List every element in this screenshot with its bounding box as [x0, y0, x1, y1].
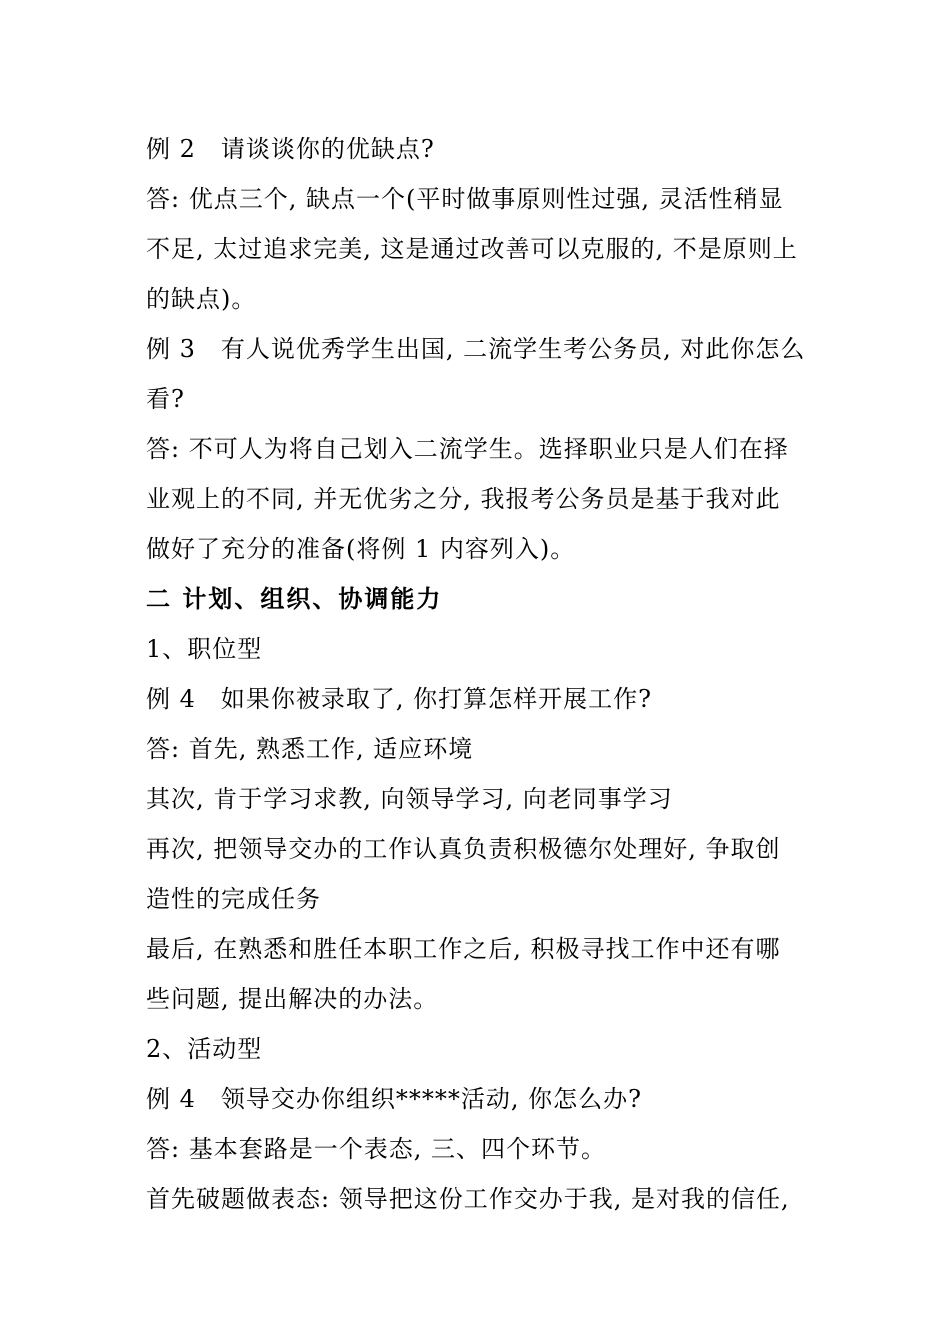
example-4b-answer-line-1: 答: 基本套路是一个表态, 三、四个环节。: [146, 1135, 606, 1163]
example-4-answer-line-4: 造性的完成任务: [146, 885, 321, 913]
example-4-answer-line-1: 答: 首先, 熟悉工作, 适应环境: [146, 735, 474, 763]
example-4-answer-line-5: 最后, 在熟悉和胜任本职工作之后, 积极寻找工作中还有哪: [146, 935, 781, 963]
example-2-question: 例 2 请谈谈你的优缺点?: [146, 135, 435, 163]
example-3-answer-line-1: 答: 不可人为将自己划入二流学生。选择职业只是人们在择: [146, 435, 789, 463]
example-3-question-line-1: 例 3 有人说优秀学生出国, 二流学生考公务员, 对此你怎么: [146, 335, 806, 363]
section-heading: 二 计划、组织、协调能力: [146, 584, 443, 613]
example-2-answer-line-1: 答: 优点三个, 缺点一个(平时做事原则性过强, 灵活性稍显: [146, 185, 784, 213]
example-4-question: 例 4 如果你被录取了, 你打算怎样开展工作?: [146, 685, 653, 713]
example-3-question-line-2: 看?: [146, 385, 185, 413]
example-2-answer-line-3: 的缺点)。: [146, 285, 257, 313]
example-4b-question: 例 4 领导交办你组织*****活动, 你怎么办?: [146, 1085, 643, 1113]
subsection-position-type: 1、职位型: [146, 635, 263, 663]
subsection-activity-type: 2、活动型: [146, 1035, 263, 1063]
example-3-answer-line-3: 做好了充分的准备(将例 1 内容列入)。: [146, 535, 576, 563]
example-4b-answer-line-2: 首先破题做表态: 领导把这份工作交办于我, 是对我的信任,: [146, 1185, 790, 1213]
example-2-answer-line-2: 不足, 太过追求完美, 这是通过改善可以克服的, 不是原则上: [146, 235, 798, 263]
example-4-answer-line-2: 其次, 肯于学习求教, 向领导学习, 向老同事学习: [146, 785, 673, 813]
example-4-answer-line-6: 些问题, 提出解决的办法。: [146, 985, 439, 1013]
example-3-answer-line-2: 业观上的不同, 并无优劣之分, 我报考公务员是基于我对此: [146, 485, 781, 513]
example-4-answer-line-3: 再次, 把领导交办的工作认真负责积极德尔处理好, 争取创: [146, 835, 781, 863]
